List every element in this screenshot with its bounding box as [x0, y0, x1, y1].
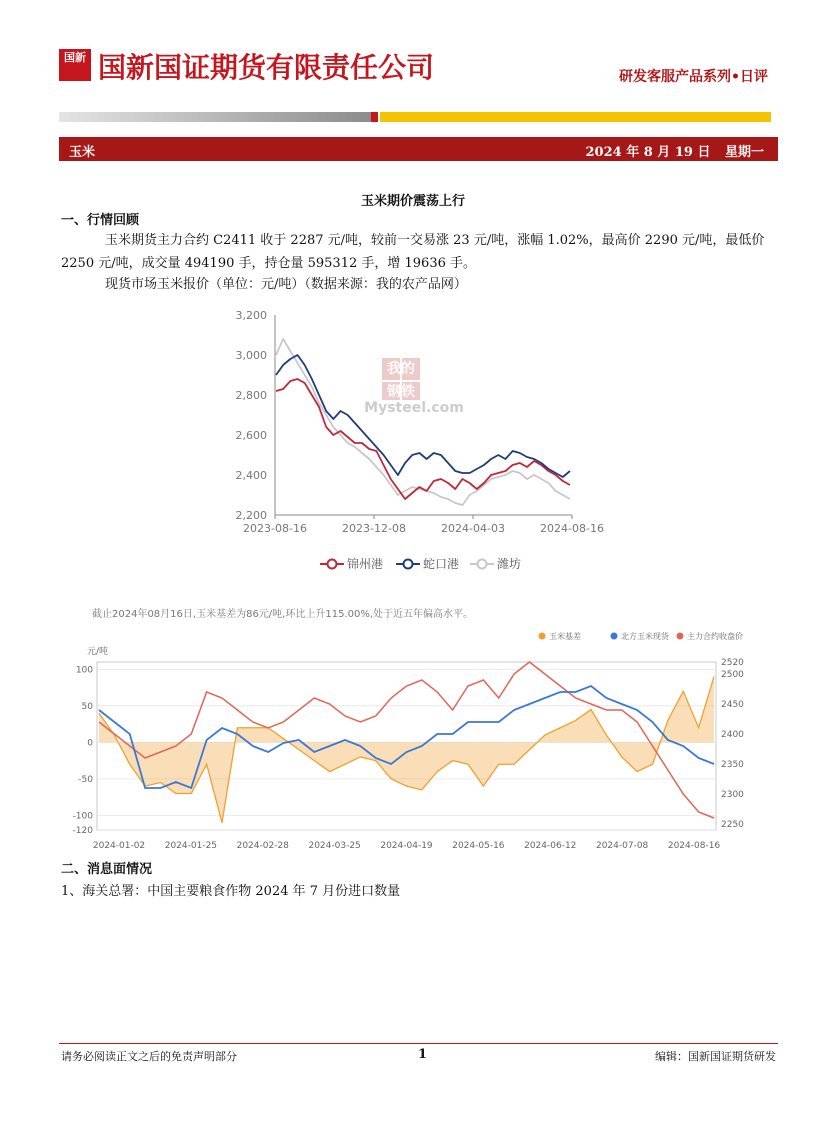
c2-left-unit: 元/吨	[87, 647, 109, 657]
header-divider-red	[371, 112, 378, 122]
c1-x-tick-label: 2024-04-03	[441, 522, 505, 535]
c2-legend-label: 玉米基差	[549, 632, 581, 641]
c2-legend-dot	[539, 633, 546, 640]
c1-y-tick-label: 3,200	[235, 309, 267, 322]
company-name: 国新国证期货有限责任公司	[98, 51, 435, 84]
basis-chart	[62, 622, 762, 860]
commodity-date-bar	[59, 137, 778, 161]
watermark-en: Mysteel.com	[364, 400, 464, 416]
c2-legend-label: 主力合约收盘价	[687, 632, 743, 641]
date-text: 2024 年 8 月 19 日	[585, 145, 711, 160]
c2-x-tick-label: 2024-03-25	[308, 841, 361, 851]
watermark-cn-top: 我的	[387, 361, 415, 377]
c2-right-tick-label: 2500	[721, 670, 744, 680]
c2-x-tick-label: 2024-05-16	[452, 841, 505, 851]
series-label: 研发客服产品系列•日评	[619, 69, 768, 85]
news-item-1: 1、海关总署：中国主要粮食作物 2024 年 7 月份进口数量	[61, 884, 401, 899]
watermark-cn-bottom: 钢铁	[387, 384, 415, 400]
c2-left-tick-label: -50	[78, 774, 93, 785]
section2-heading: 二、消息面情况	[61, 862, 153, 877]
company-logo	[59, 49, 91, 81]
footer-divider	[59, 1043, 778, 1044]
c2-x-tick-label: 2024-07-08	[595, 841, 649, 851]
c2-x-tick-label: 2024-06-12	[524, 841, 577, 851]
c2-x-tick-label: 2024-01-02	[92, 841, 146, 851]
c1-x-tick-label: 2023-08-16	[243, 522, 307, 535]
c1-y-tick-label: 2,600	[235, 429, 267, 442]
c2-right-tick-label: 2300	[721, 790, 744, 800]
c1-y-tick-label: 2,200	[235, 509, 267, 522]
c1-x-tick-label: 2023-12-08	[342, 522, 406, 535]
mysteel-watermark	[364, 358, 464, 416]
weekday-text: 星期一	[724, 145, 764, 160]
c1-legend-label: 蛇口港	[423, 557, 460, 571]
c2-x-tick-label: 2024-01-25	[164, 841, 218, 851]
c2-right-tick-label: 2450	[721, 700, 744, 710]
c2-legend-dot	[677, 633, 684, 640]
c2-left-tick-label: -100	[72, 811, 93, 822]
c2-right-tick-label: 2520	[721, 658, 744, 668]
c1-y-tick-label: 2,400	[235, 469, 267, 482]
header-divider-gold	[380, 112, 771, 122]
c2-x-tick-label: 2024-08-16	[667, 841, 721, 851]
c2-left-tick-label: -120	[72, 826, 93, 836]
c1-series-line-3	[276, 339, 570, 505]
c1-x-tick-label: 2024-08-16	[540, 522, 604, 535]
page-number: 1	[418, 1047, 428, 1062]
c1-y-tick-label: 2,800	[235, 389, 267, 402]
c2-right-tick-label: 2350	[721, 760, 744, 770]
spot-price-caption: 现货市场玉米报价（单位：元/吨）（数据来源：我的农产品网）	[105, 277, 467, 292]
c1-legend-swatch-dot	[478, 560, 487, 569]
c1-legend-swatch-dot	[404, 560, 413, 569]
c2-legend-dot	[611, 633, 618, 640]
report-title: 玉米期价震荡上行	[360, 194, 465, 209]
c2-futures-line	[99, 662, 714, 818]
c2-left-tick-label: 0	[87, 738, 93, 749]
header-divider-grey	[59, 112, 371, 122]
footer-editor: 编辑：国新国证期货研发	[655, 1050, 776, 1063]
c2-basis-area	[99, 677, 714, 823]
report-date	[576, 141, 765, 160]
c1-legend-swatch-dot	[328, 560, 337, 569]
c1-legend-label: 锦州港	[347, 557, 384, 571]
c1-y-tick-label: 3,000	[235, 349, 267, 362]
c2-x-tick-label: 2024-02-28	[236, 841, 289, 851]
c2-right-tick-label: 2250	[721, 820, 744, 830]
c2-left-tick-label: 50	[81, 701, 93, 712]
c1-series-line-2	[276, 355, 570, 477]
c2-left-tick-label: 100	[75, 665, 93, 676]
spot-price-chart	[222, 300, 622, 590]
market-review-paragraph: 玉米期货主力合约 C2411 收于 2287 元/吨，较前一交易涨 23 元/吨，涨幅 1.02%，最高价 2290 元/吨，最低价 2250 元/吨，成交量 494190 手，持仓量 595312 手，增 19636 手。	[61, 233, 765, 271]
footer-disclaimer: 请务必阅读正文之后的免责声明部分	[61, 1050, 237, 1063]
c1-legend-label: 潍坊	[497, 557, 522, 571]
c2-legend-label: 北方玉米现货	[621, 632, 669, 641]
c2-x-tick-label: 2024-04-19	[380, 841, 433, 851]
basis-caption: 截止2024年08月16日,玉米基差为86元/吨,环比上升115.00%,处于近五年偏高水平。	[92, 609, 474, 620]
section1-heading: 一、行情回顾	[61, 213, 140, 228]
commodity-label: 玉米	[69, 145, 96, 160]
c2-right-tick-label: 2400	[721, 730, 744, 740]
logo-text: 国新	[64, 51, 86, 64]
